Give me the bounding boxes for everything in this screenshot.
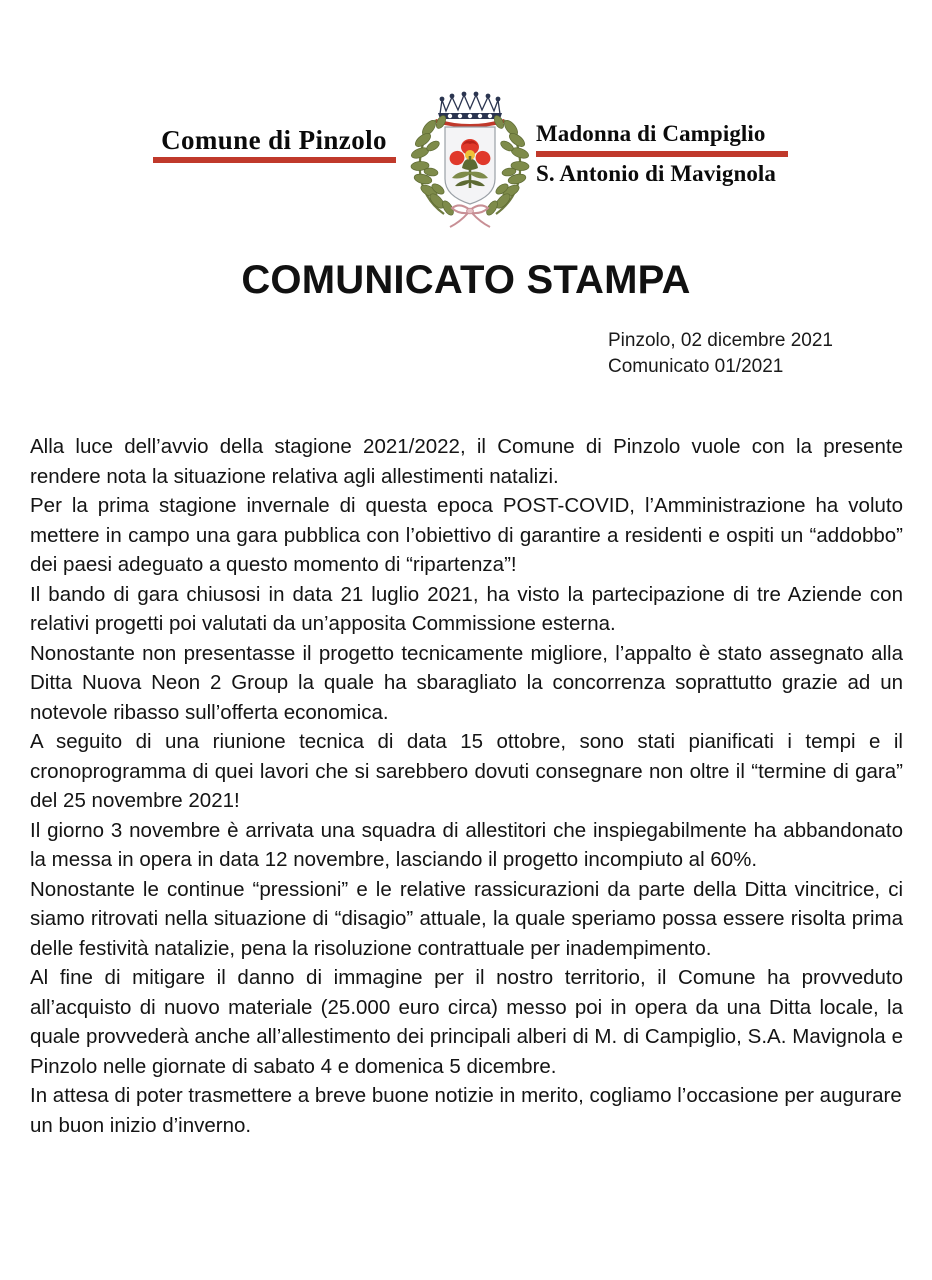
dateline-block (608, 328, 833, 380)
body-paragraph: A seguito di una riunione tecnica di data 15 ottobre, sono stati pianificati i tempi e il cronoprogramma di quei lavori che si sarebbero dovuti consegnare non oltre il “termine di gara” del 25 novembre 2021! (30, 730, 903, 812)
body-paragraph: Nonostante non presentasse il progetto tecnicamente migliore, l’appalto è stato assegnato alla Ditta Nuova Neon 2 Group la quale ha sbaragliato la concorrenza soprattutto grazie ad un notevole ribasso sull’offerta economica. (30, 641, 903, 724)
coat-of-arms-icon (400, 84, 540, 232)
dateline-place-date: Pinzolo, 02 dicembre 2021 (608, 330, 833, 351)
dateline-reference: Comunicato 01/2021 (608, 356, 784, 378)
body-paragraph: Alla luce dell’avvio della stagione 2021/2022, il Comune di Pinzolo vuole con la presente rendere nota la situazione relativa agli allestimenti natalizi. (30, 435, 903, 488)
body-paragraph: Nonostante le continue “pressioni” e le relative rassicurazioni da parte della Ditta vincitrice, ci siamo ritrovati nella situazione di “disagio” attuale, la quale speriamo possa essere risolta prima delle festività natalizie, pena la risoluzione contrattuale per inadempimento. (30, 877, 903, 960)
crown-part (436, 92, 504, 128)
body-paragraph: Il giorno 3 novembre è arrivata una squadra di allestitori che inspiegabilmente ha abbandonato la messa in opera in data 12 novembre, lasciando il progetto incompiuto al 60%. (30, 818, 903, 871)
press-release-body (30, 432, 903, 1140)
body-paragraph: Al fine di mitigare il danno di immagine per il nostro territorio, il Comune ha provveduto all’acquisto di nuovo materiale (25.000 euro circa) messo poi in opera da una Ditta locale, la quale provvederà anche all’allestimento dei principali alberi di M. di Campiglio, S.A. Mavignola e Pinzolo nelle giornate di sabato 4 e domenica 5 dicembre. (30, 966, 903, 1078)
letterhead-municipality-name: Comune di Pinzolo (161, 125, 387, 155)
letterhead (0, 0, 932, 250)
letterhead-right-block (536, 120, 794, 188)
ribbon-bow-part (450, 205, 490, 227)
letterhead-red-rule-right (536, 151, 788, 157)
body-paragraph: Il bando di gara chiusosi in data 21 luglio 2021, ha visto la partecipazione di tre Aziende con relativi progetti poi valutati da un’apposita Commissione esterna. (30, 582, 903, 635)
letterhead-fraction-madonna-di-campiglio: Madonna di Campiglio (536, 121, 766, 146)
letterhead-red-rule-left (153, 157, 396, 163)
letterhead-left-block (148, 126, 400, 163)
page-title: COMUNICATO STAMPA (241, 258, 691, 302)
body-paragraph: In attesa di poter trasmettere a breve buone notizie in merito, cogliamo l’occasione per augurare un buon inizio d’inverno. (30, 1084, 902, 1137)
body-paragraph: Per la prima stagione invernale di questa epoca POST-COVID, l’Amministrazione ha voluto mettere in campo una gara pubblica con l’obiettivo di garantire a residenti e ospiti un “addobbo” dei paesi adeguato a questo momento di “ripartenza”! (30, 494, 903, 576)
letterhead-fraction-s-antonio-di-mavignola: S. Antonio di Mavignola (536, 161, 777, 187)
